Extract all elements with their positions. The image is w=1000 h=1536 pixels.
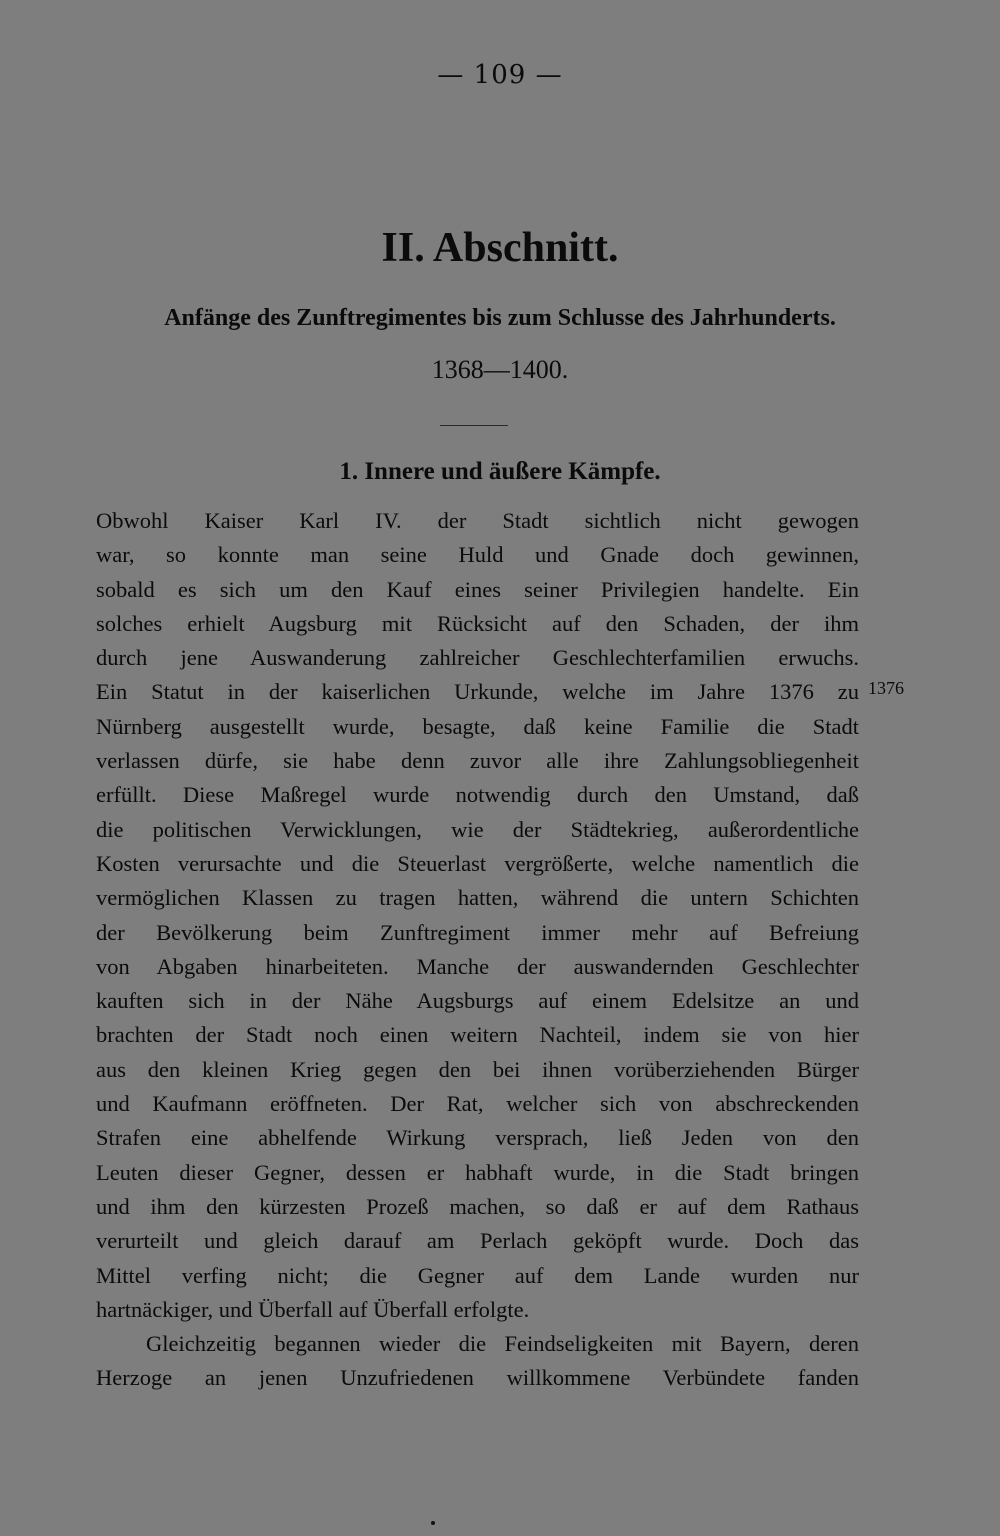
text-line: durch jene Auswanderung zahlreicher Geschlechterfamilien erwuchs. — [96, 645, 859, 671]
print-speck — [431, 1521, 435, 1525]
text-line: und ihm den kürzesten Prozeß machen, so daß er auf dem Rathaus — [96, 1193, 859, 1219]
text-line: solches erhielt Augsburg mit Rücksicht auf den Schaden, der ihm — [96, 610, 859, 636]
text-line: Gleichzeitig begannen wieder die Feindseligkeiten mit Bayern, deren — [146, 1331, 859, 1357]
date-range: 1368—1400. — [431, 355, 569, 384]
body-text — [96, 504, 859, 1396]
separator-rule — [440, 425, 508, 426]
text-line: von Abgaben hinarbeiteten. Manche der auswandernden Geschlechter — [96, 953, 859, 979]
text-line: Ein Statut in der kaiserlichen Urkunde, welche im Jahre 1376 zu — [96, 679, 859, 705]
text-line: kauften sich in der Nähe Augsburgs auf einem Edelsitze an und — [96, 988, 859, 1014]
text-line: die politischen Verwicklungen, wie der Städtekrieg, außerordentliche — [96, 816, 859, 842]
text-line: hartnäckiger, und Überfall auf Überfall erfolgte. — [96, 1296, 530, 1322]
text-line: Herzoge an jenen Unzufriedenen willkommene Verbündete fanden — [96, 1365, 859, 1391]
text-line: brachten der Stadt noch einen weitern Nachteil, indem sie von hier — [96, 1022, 859, 1048]
text-line: war, so konnte man seine Huld und Gnade doch gewinnen, — [96, 542, 859, 568]
margin-note-year: 1376 — [868, 678, 904, 698]
chapter-heading: 1. Innere und äußere Kämpfe. — [339, 458, 661, 485]
text-line: aus den kleinen Krieg gegen den bei ihnen vorüberziehenden Bürger — [96, 1056, 859, 1082]
text-line: vermöglichen Klassen zu tragen hatten, während die untern Schichten — [96, 885, 859, 911]
section-subtitle: Anfänge des Zunftregimentes bis zum Schlusse des Jahrhunderts. — [164, 305, 836, 331]
text-line: Mittel verfing nicht; die Gegner auf dem Lande wurden nur — [96, 1262, 859, 1288]
text-line: erfüllt. Diese Maßregel wurde notwendig durch den Umstand, daß — [96, 782, 859, 808]
text-line: verlassen dürfe, sie habe denn zuvor alle ihre Zahlungsobliegenheit — [96, 748, 859, 774]
text-line: Obwohl Kaiser Karl IV. der Stadt sichtlich nicht gewogen — [96, 508, 859, 533]
text-line: Leuten dieser Gegner, dessen er habhaft wurde, in die Stadt bringen — [96, 1159, 859, 1185]
text-line: sobald es sich um den Kauf eines seiner Privilegien handelte. Ein — [96, 576, 859, 602]
section-title: II. Abschnitt. — [381, 225, 619, 271]
text-line: der Bevölkerung beim Zunftregiment immer mehr auf Befreiung — [96, 919, 859, 945]
text-line: Nürnberg ausgestellt wurde, besagte, daß keine Familie die Stadt — [96, 713, 859, 739]
text-line: und Kaufmann eröffneten. Der Rat, welcher sich von abschreckenden — [96, 1091, 859, 1117]
text-line: Strafen eine abhelfende Wirkung versprach, ließ Jeden von den — [96, 1125, 859, 1151]
text-line: verurteilt und gleich darauf am Perlach geköpft wurde. Doch das — [96, 1228, 859, 1254]
text-line: Kosten verursachte und die Steuerlast vergrößerte, welche namentlich die — [96, 850, 859, 876]
page-number: — 109 — — [437, 60, 563, 90]
